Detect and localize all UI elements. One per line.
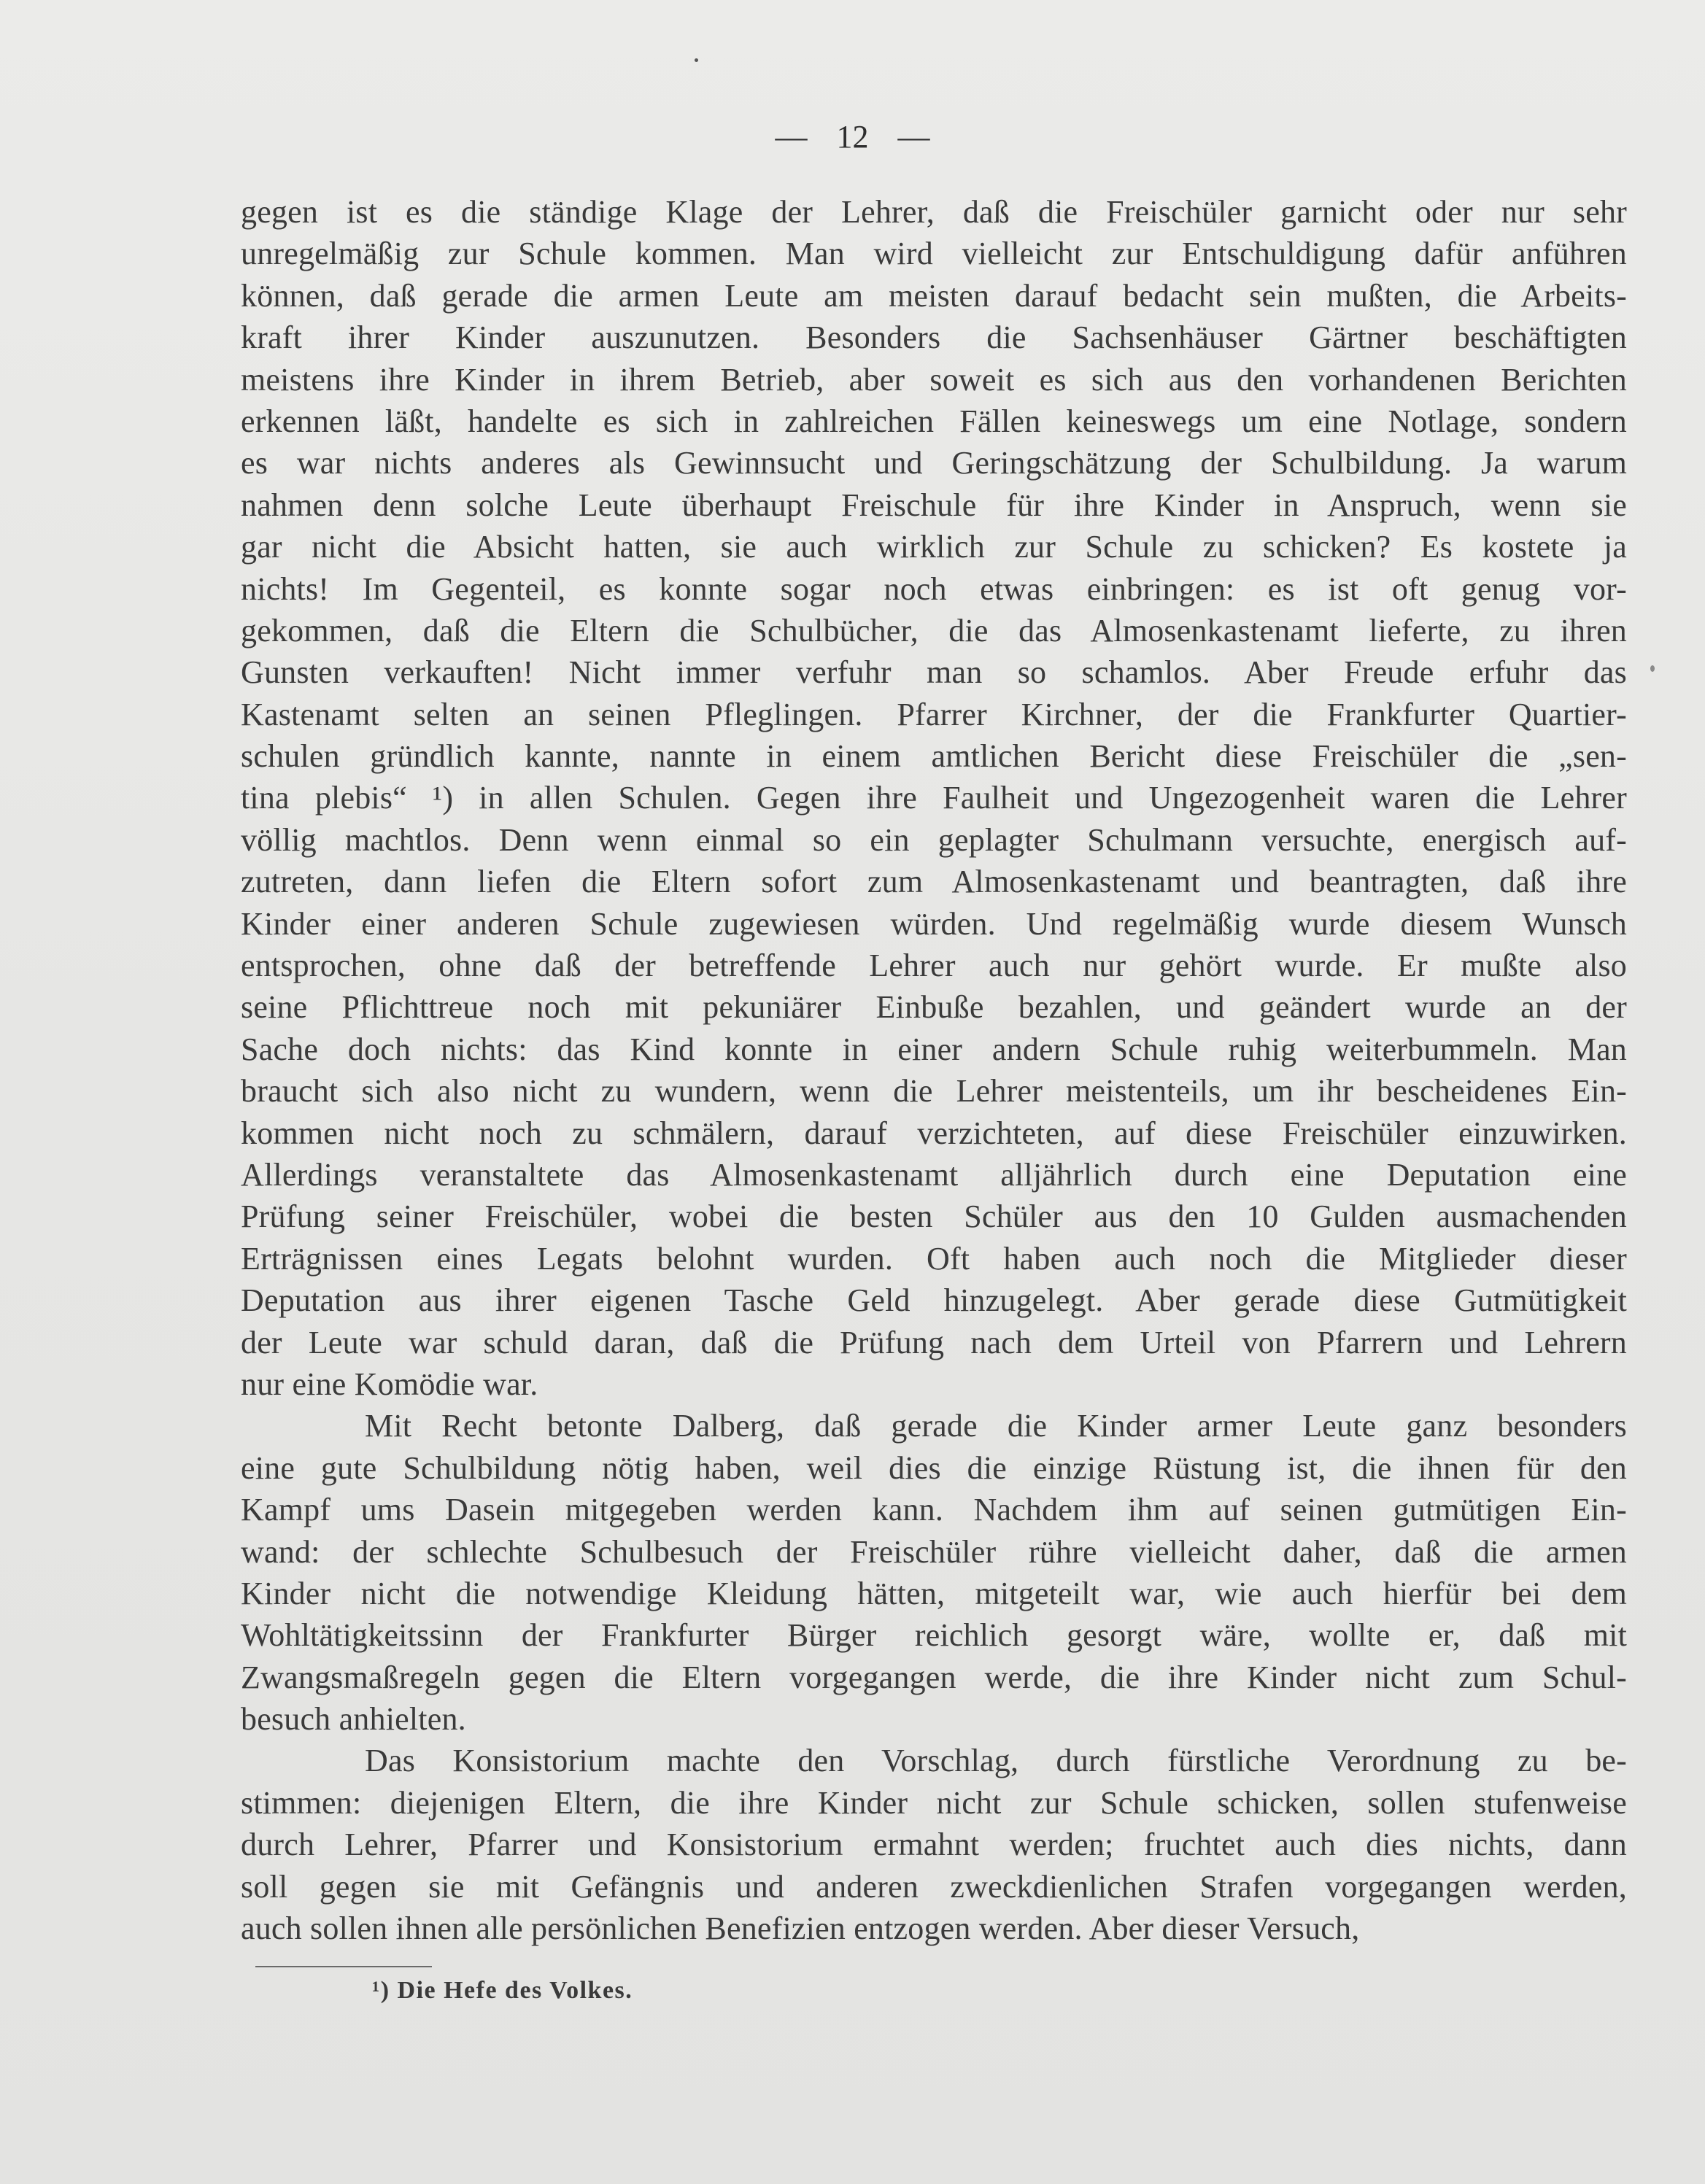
text-line: Wohltätigkeitssinn der Frankfurter Bürger reichlich gesorgt wäre, wollte er, daß mit [241, 1617, 1627, 1654]
scan-speck [1650, 665, 1655, 672]
text-line: unregelmäßig zur Schule kommen. Man wird vielleicht zur Entschuldigung dafür anführen [241, 236, 1627, 272]
text-line: soll gegen sie mit Gefängnis und anderen zweckdienlichen Strafen vorgegangen werden, [241, 1868, 1627, 1905]
paragraph [241, 191, 1627, 1405]
text-line: Kastenamt selten an seinen Pfleglingen. Pfarrer Kirchner, der die Frankfurter Quartier- [241, 696, 1627, 732]
text-line: nahmen denn solche Leute überhaupt Freischule für ihre Kinder in Anspruch, wenn sie [241, 487, 1627, 523]
footnote: ¹) Die Hefe des Volkes. [372, 1977, 633, 2004]
text-line: eine gute Schulbildung nötig haben, weil dies die einzige Rüstung ist, die ihnen für den [241, 1449, 1627, 1486]
text-line: wand: der schlechte Schulbesuch der Freischüler rühre vielleicht daher, daß die armen [241, 1533, 1627, 1570]
text-line: besuch anhielten. [241, 1701, 466, 1738]
paragraph [241, 1740, 1627, 1949]
text-line: Erträgnissen eines Legats belohnt wurden. Oft haben auch noch die Mitglieder dieser [241, 1240, 1627, 1277]
body-text [241, 191, 1627, 1949]
text-line: Kinder nicht die notwendige Kleidung hätten, mitgeteilt war, wie auch hierfür bei dem [241, 1575, 1627, 1611]
text-line: können, daß gerade die armen Leute am meisten darauf bedacht sein mußten, die Arbeits- [241, 277, 1627, 314]
text-line: nur eine Komödie war. [241, 1366, 538, 1402]
text-line: nichts! Im Gegenteil, es konnte sogar noch etwas einbringen: es ist oft genug vor- [241, 570, 1627, 607]
text-line: Allerdings veranstaltete das Almosenkastenamt alljährlich durch eine Deputation eine [241, 1156, 1627, 1193]
text-line: gekommen, daß die Eltern die Schulbücher, die das Almosenkastenamt lieferte, zu ihren [241, 612, 1627, 648]
text-line: schulen gründlich kannte, nannte in einem amtlichen Bericht diese Freischüler die „sen- [241, 738, 1627, 775]
text-line: braucht sich also nicht zu wundern, wenn die Lehrer meistenteils, um ihr bescheidenes Ein- [241, 1073, 1627, 1110]
text-line: kommen nicht noch zu schmälern, darauf verzichteten, auf diese Freischüler einzuwirken. [241, 1115, 1627, 1151]
text-line: Gunsten verkauften! Nicht immer verfuhr man so schamlos. Aber Freude erfuhr das [241, 654, 1627, 691]
scan-speck [695, 58, 698, 62]
text-line: durch Lehrer, Pfarrer und Konsistorium ermahnt werden; fruchtet auch dies nichts, dann [241, 1827, 1627, 1863]
text-line: Kampf ums Dasein mitgegeben werden kann. Nachdem ihm auf seinen gutmütigen Ein- [241, 1492, 1627, 1528]
text-line: Zwangsmaßregeln gegen die Eltern vorgegangen werde, die ihre Kinder nicht zum Schul- [241, 1659, 1627, 1695]
text-line: meistens ihre Kinder in ihrem Betrieb, aber soweit es sich aus den vorhandenen Berichten [241, 361, 1627, 398]
text-line: zutreten, dann liefen die Eltern sofort zum Almosenkastenamt und beantragten, daß ihre [241, 864, 1627, 900]
page-number: 12 [836, 119, 869, 155]
text-line: völlig machtlos. Denn wenn einmal so ein geplagter Schulmann versuchte, energisch auf- [241, 821, 1627, 858]
text-line: Kinder einer anderen Schule zugewiesen würden. Und regelmäßig wurde diesem Wunsch [241, 905, 1627, 942]
text-line: gar nicht die Absicht hatten, sie auch wirklich zur Schule zu schicken? Es kostete ja [241, 529, 1627, 565]
text-line: seine Pflichttreue noch mit pekuniärer Einbuße bezahlen, und geändert wurde an der [241, 989, 1627, 1026]
text-line: der Leute war schuld daran, daß die Prüfung nach dem Urteil von Pfarrern und Lehrern [241, 1324, 1627, 1360]
text-line: Prüfung seiner Freischüler, wobei die besten Schüler aus den 10 Gulden ausmachenden [241, 1199, 1627, 1235]
text-line: erkennen läßt, handelte es sich in zahlreichen Fällen keineswegs um eine Notlage, sondern [241, 403, 1627, 439]
text-line: entsprochen, ohne daß der betreffende Lehrer auch nur gehört wurde. Er mußte also [241, 948, 1627, 984]
paragraph [241, 1405, 1627, 1740]
text-line: es war nichts anderes als Gewinnsucht und Geringschätzung der Schulbildung. Ja warum [241, 445, 1627, 481]
text-line: Mit Recht betonte Dalberg, daß gerade die Kinder armer Leute ganz besonders [365, 1408, 1627, 1444]
page-header: — 12 — [775, 119, 930, 155]
text-line: Sache doch nichts: das Kind konnte in einer andern Schule ruhig weiterbummeln. Man [241, 1031, 1627, 1067]
text-line: tina plebis“ ¹) in allen Schulen. Gegen ihre Faulheit und Ungezogenheit waren die Lehrer [241, 780, 1627, 816]
text-line: stimmen: diejenigen Eltern, die ihre Kinder nicht zur Schule schicken, sollen stufenweise [241, 1784, 1627, 1821]
text-line: kraft ihrer Kinder auszunutzen. Besonders die Sachsenhäuser Gärtner beschäftigten [241, 320, 1627, 356]
text-line: Das Konsistorium machte den Vorschlag, durch fürstliche Verordnung zu be- [365, 1743, 1627, 1779]
text-line: auch sollen ihnen alle persönlichen Benefizien entzogen werden. Aber dieser Versuch, [241, 1910, 1360, 1947]
text-line: Deputation aus ihrer eigenen Tasche Geld hinzugelegt. Aber gerade diese Gutmütigkeit [241, 1282, 1627, 1319]
text-line: gegen ist es die ständige Klage der Lehrer, daß die Freischüler garnicht oder nur sehr [241, 194, 1627, 230]
footnote-divider [255, 1966, 432, 1967]
